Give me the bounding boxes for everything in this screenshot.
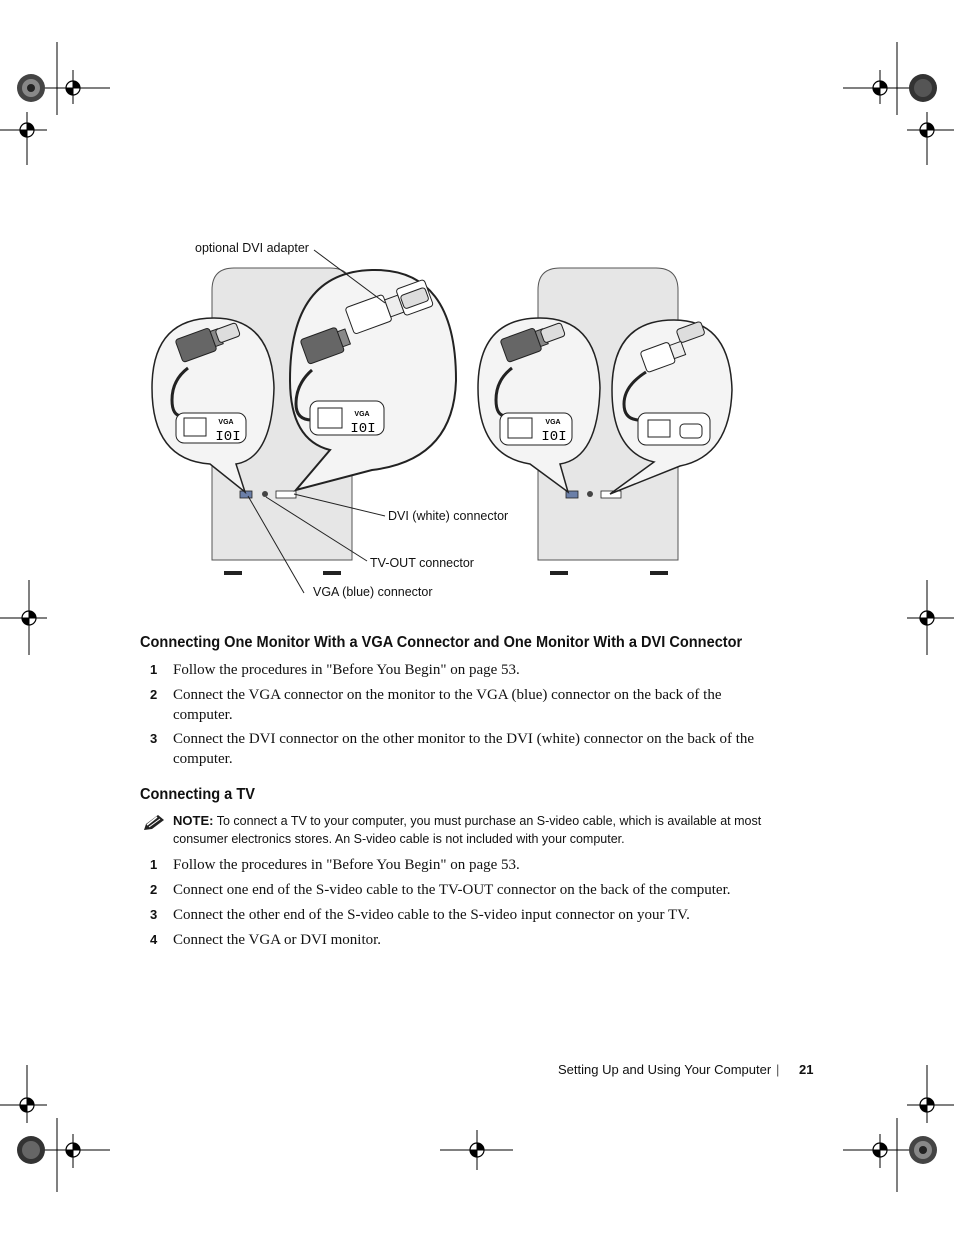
step-number: 3 [150,731,158,746]
step-text: Connect the DVI connector on the other monitor to the DVI (white) connector on the back of the computer. [173,731,755,767]
step-number: 1 [150,662,158,677]
svg-text:VGA: VGA [354,411,370,418]
note-label: NOTE: [173,813,214,828]
tv-out-port [262,491,268,497]
vga-port [240,491,252,498]
svg-text:VGA: VGA [218,419,234,426]
vga-connector-label: VGA (blue) connector [313,585,433,599]
page-number: 21 [799,1062,814,1077]
step-text: Connect the VGA connector on the monitor to the VGA (blue) connector on the back of the computer. [173,687,722,723]
step-text: Connect the other end of the S-video cable to the S-video input connector on your TV. [173,907,690,923]
dvi-port [276,491,296,498]
step-text: Follow the procedures in "Before You Begin" on page 53. [173,662,520,678]
footer-section-title: Setting Up and Using Your Computer [558,1062,772,1077]
optional-dvi-adapter-label: optional DVI adapter [195,241,309,255]
note-text: To connect a TV to your computer, you must purchase an S-video cable, which is available at most consumer electronics stores. An S-video cable is not included with your computer. [173,814,762,846]
svg-text:VGA: VGA [545,419,561,426]
tv-out-connector-label: TV-OUT connector [370,556,474,570]
step-text: Follow the procedures in "Before You Begin" on page 53. [173,857,520,873]
step-text: Connect the VGA or DVI monitor. [173,932,382,948]
step-number: 3 [150,907,158,922]
svg-text:I0I: I0I [215,429,241,445]
step-number: 2 [150,882,158,897]
step-number: 1 [150,857,158,872]
section-heading-tv: Connecting a TV [140,786,255,803]
pencil-note-icon [142,814,166,832]
svg-text:I0I: I0I [541,429,567,445]
svg-text:I0I: I0I [350,421,376,437]
section-heading-vga-dvi: Connecting One Monitor With a VGA Connector and One Monitor With a DVI Connector [140,634,743,651]
step-text: Connect one end of the S-video cable to the TV-OUT connector on the back of the computer. [173,882,731,898]
step-number: 4 [150,932,158,947]
footer-separator: | [776,1062,780,1077]
step-number: 2 [150,687,158,702]
note-body [173,812,763,848]
dvi-connector-label: DVI (white) connector [388,509,509,523]
